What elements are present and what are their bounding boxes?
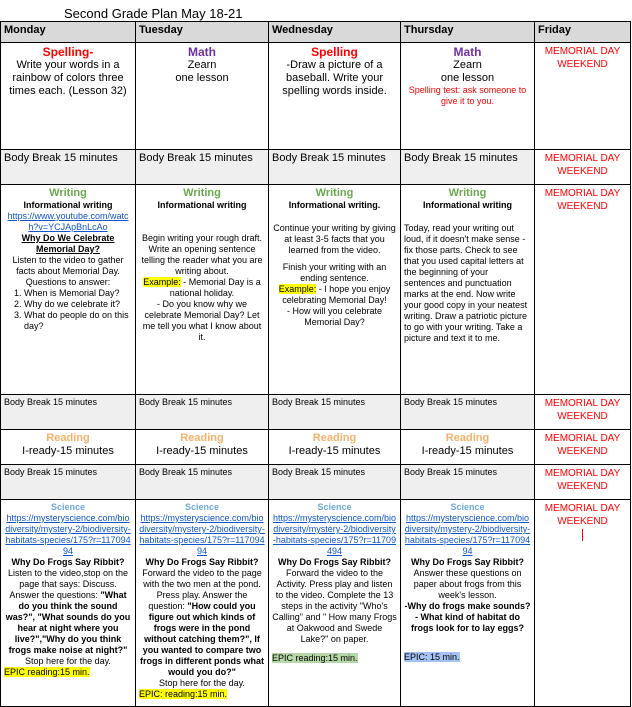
cell-text: one lesson (440, 72, 495, 84)
cell-text (139, 568, 265, 678)
subject-label: Writing (49, 187, 87, 199)
cell-tue-math (136, 43, 269, 150)
science-link[interactable]: https://mysteryscience.com/biodiversity/mystery-2/biodiversity-habitats-species/175?r=11709494 (404, 513, 531, 556)
cell-thu-writing (401, 185, 535, 395)
body-break: Body Break 15 minutes (269, 465, 401, 500)
cell-mon-reading (1, 430, 136, 465)
row-break-2 (1, 395, 631, 430)
cell-text: Forward the video to the Activity. Press play and listen to the video. Complete the 13 steps in the activity "Who's Calling" and " How many Frogs at Oakwood and Swede Lake?" on paper. (272, 568, 397, 644)
question-list (4, 288, 132, 332)
example-text: - I hope you enjoy celebrating Memorial Day! (282, 284, 391, 305)
science-link[interactable]: https://mysteryscience.com/biodiversity/mystery-2/biodiversity-habitats-species/175?r=11709494 (272, 513, 397, 556)
body-break: Body Break 15 minutes (401, 465, 535, 500)
list-item: 1. When is Memorial Day? (24, 288, 132, 299)
body-break: Body Break 15 minutes (136, 150, 269, 185)
epic-note: EPIC: 15 min. (404, 652, 460, 662)
subject-label: Writing (448, 187, 487, 199)
header-wednesday: Wednesday (269, 22, 401, 43)
cell-fri (535, 150, 631, 185)
subject-label: Writing (183, 187, 221, 199)
cell-text-bold: "How could you figure out which kinds of frogs were in the pond without catching them?", If you wanted to compare two frogs in different ponds what would you do?" (140, 601, 264, 677)
cell-text-body: Forward the video to the page with the two men at the pond. Press play. Answer the question: (142, 568, 262, 611)
body-break: Body Break 15 minutes (136, 465, 269, 500)
friday-label: MEMORIAL DAY WEEKEND (544, 433, 621, 457)
cell-text: Stop here for the day. (25, 656, 111, 666)
cell-fri (535, 465, 631, 500)
page-title: Second Grade Plan May 18-21 (64, 6, 243, 21)
cell-text: -Draw a picture of a baseball. Write your spelling words inside. (282, 59, 387, 97)
body-break: Body Break 15 minutes (1, 395, 136, 430)
video-link[interactable]: https://www.youtube.com/watch?v=YCJApBnLcAo (7, 211, 129, 232)
subject-label: Math (453, 45, 482, 59)
header-monday: Monday (1, 22, 136, 43)
subject-label: Science (50, 502, 86, 512)
example-label: Example: (278, 284, 317, 294)
cell-question: Why Do Frogs Say Ribbit? (145, 557, 259, 567)
cell-text: I-ready-15 minutes (288, 445, 381, 457)
cell-tue-reading (136, 430, 269, 465)
cell-question: Why Do Frogs Say Ribbit? (277, 557, 391, 567)
cell-text: Write your words in a rainbow of colors three times each. (Lesson 32) (9, 59, 127, 97)
cell-mon-writing (1, 185, 136, 395)
friday-label: MEMORIAL DAY WEEKEND (544, 503, 621, 527)
friday-label: MEMORIAL DAY WEEKEND (544, 153, 621, 177)
header-tuesday: Tuesday (136, 22, 269, 43)
list-item: 2. Why do we celebrate it? (24, 299, 132, 310)
row-writing (1, 185, 631, 395)
cell-fri (535, 185, 631, 395)
cell-heading: Informational writing (157, 200, 247, 210)
cell-text: Continue your writing by giving at least 3-5 facts that you learned from the video. (273, 223, 396, 255)
cell-text: I-ready-15 minutes (156, 445, 248, 457)
subject-label: Spelling (311, 45, 358, 59)
cell-wed-science (269, 500, 401, 707)
science-link[interactable]: https://mysteryscience.com/biodiversity/mystery-2/biodiversity-habitats-species/175?r=11709494 (139, 513, 265, 556)
cell-question: Why Do We Celebrate Memorial Day? (21, 233, 115, 254)
subject-label: Reading (445, 432, 490, 444)
body-break: Body Break 15 minutes (269, 150, 401, 185)
cell-text: Answer these questions on paper about frogs from this week's lesson. (413, 568, 522, 600)
body-break: Body Break 15 minutes (401, 395, 535, 430)
cell-thu-math (401, 43, 535, 150)
row-reading (1, 430, 631, 465)
subject-label: Writing (315, 187, 354, 199)
cell-tue-writing (136, 185, 269, 395)
example-text: - Memorial Day is a national holiday. (169, 277, 261, 298)
cell-text: I-ready-15 minutes (22, 445, 114, 457)
example-line (272, 284, 397, 306)
example-label: Example: (143, 277, 181, 287)
cell-tue-science (136, 500, 269, 707)
subject-label: Science (184, 502, 220, 512)
cell-text: - Do you know why we celebrate Memorial Day? Let me tell you what I know about it. (142, 299, 262, 342)
cell-text: Listen to the video to gather facts about Memorial Day. Questions to answer: (12, 255, 124, 287)
subject-label: Reading (312, 432, 357, 444)
row-morning (1, 43, 631, 150)
subject-label: Science (450, 502, 485, 512)
friday-label: MEMORIAL DAY WEEKEND (544, 188, 621, 212)
cell-wed-reading (269, 430, 401, 465)
cell-text: Finish your writing with an ending sentence. (282, 262, 387, 283)
cell-note: Spelling test: ask someone to give it to you. (408, 85, 527, 106)
cell-thu-reading (401, 430, 535, 465)
cell-question: Why Do Frogs Say Ribbit? (11, 557, 125, 567)
cell-mon-spelling (1, 43, 136, 150)
cell-fri (535, 43, 631, 150)
row-break-3 (1, 465, 631, 500)
cell-text: I-ready-15 minutes (421, 445, 514, 457)
cell-wed-spelling (269, 43, 401, 150)
cell-text (4, 568, 132, 656)
body-break: Body Break 15 minutes (1, 465, 136, 500)
plan-table (0, 21, 631, 707)
cell-heading: Informational writing (423, 200, 512, 210)
cell-fri (535, 500, 631, 707)
row-science (1, 500, 631, 707)
row-break-1 (1, 150, 631, 185)
cell-text-body: Listen to the video,stop on the page that says: Discuss. Answer the questions: (7, 568, 129, 600)
cell-question: -Why do frogs make sounds? (404, 601, 531, 611)
epic-note: EPIC: reading:15 min. (139, 689, 228, 699)
header-friday: Friday (535, 22, 631, 43)
epic-note: EPIC reading:15 min. (4, 667, 90, 677)
friday-label: MEMORIAL DAY WEEKEND (544, 398, 621, 422)
friday-label: MEMORIAL DAY WEEKEND (544, 468, 621, 492)
cell-text: Zearn (453, 59, 482, 71)
text-cursor (582, 529, 583, 541)
cell-text: Stop here for the day. (159, 678, 245, 688)
body-break: Body Break 15 minutes (1, 150, 136, 185)
subject-label: Science (317, 502, 352, 512)
cell-text: one lesson (175, 72, 229, 84)
cell-mon-science (1, 500, 136, 707)
header-row (1, 22, 631, 43)
cell-question: Why Do Frogs Say Ribbit? (410, 557, 524, 567)
subject-label: Reading (180, 432, 224, 444)
header-thursday: Thursday (401, 22, 535, 43)
cell-fri (535, 395, 631, 430)
cell-thu-science (401, 500, 535, 707)
body-break: Body Break 15 minutes (136, 395, 269, 430)
body-break: Body Break 15 minutes (269, 395, 401, 430)
epic-note: EPIC reading:15 min. (272, 653, 358, 663)
list-item: 3. What do people do on this day? (24, 310, 132, 332)
cell-text: Begin writing your rough draft. Write an opening sentence telling the reader what you are writing about. (141, 233, 263, 276)
cell-text: - How will you celebrate Memorial Day? (286, 306, 383, 327)
science-link[interactable]: https://mysteryscience.com/biodiversity/mystery-2/biodiversity-habitats-species/175?r=11709494 (5, 513, 131, 556)
cell-text: Today, read your writing out loud, if it doesn't make sense -fix those parts. Check to see that you used capital letters at the beginning of your sentences and punctuation marks at the end. Now write your good copy in your neatest writing. Draw a patriotic picture to go with your writing. Take a picture and text it to me. (404, 223, 528, 343)
example-line (139, 277, 265, 299)
subject-label: Math (188, 45, 216, 59)
body-break: Body Break 15 minutes (401, 150, 535, 185)
subject-label: Reading (46, 432, 90, 444)
cell-wed-writing (269, 185, 401, 395)
cell-question: - What kind of habitat do frogs look for to lay eggs? (410, 612, 524, 633)
cell-text-bold: "What do you think the sound was?", "What sounds do you hear at night where you live?","Why do you think frogs make noise at night?" (5, 590, 131, 655)
cell-fri (535, 430, 631, 465)
cell-heading: Informational writing (23, 200, 113, 210)
subject-label: Spelling- (42, 45, 94, 59)
cell-heading: Informational writing. (288, 200, 381, 210)
cell-text: Zearn (187, 59, 217, 71)
friday-label: MEMORIAL DAY WEEKEND (544, 46, 621, 70)
